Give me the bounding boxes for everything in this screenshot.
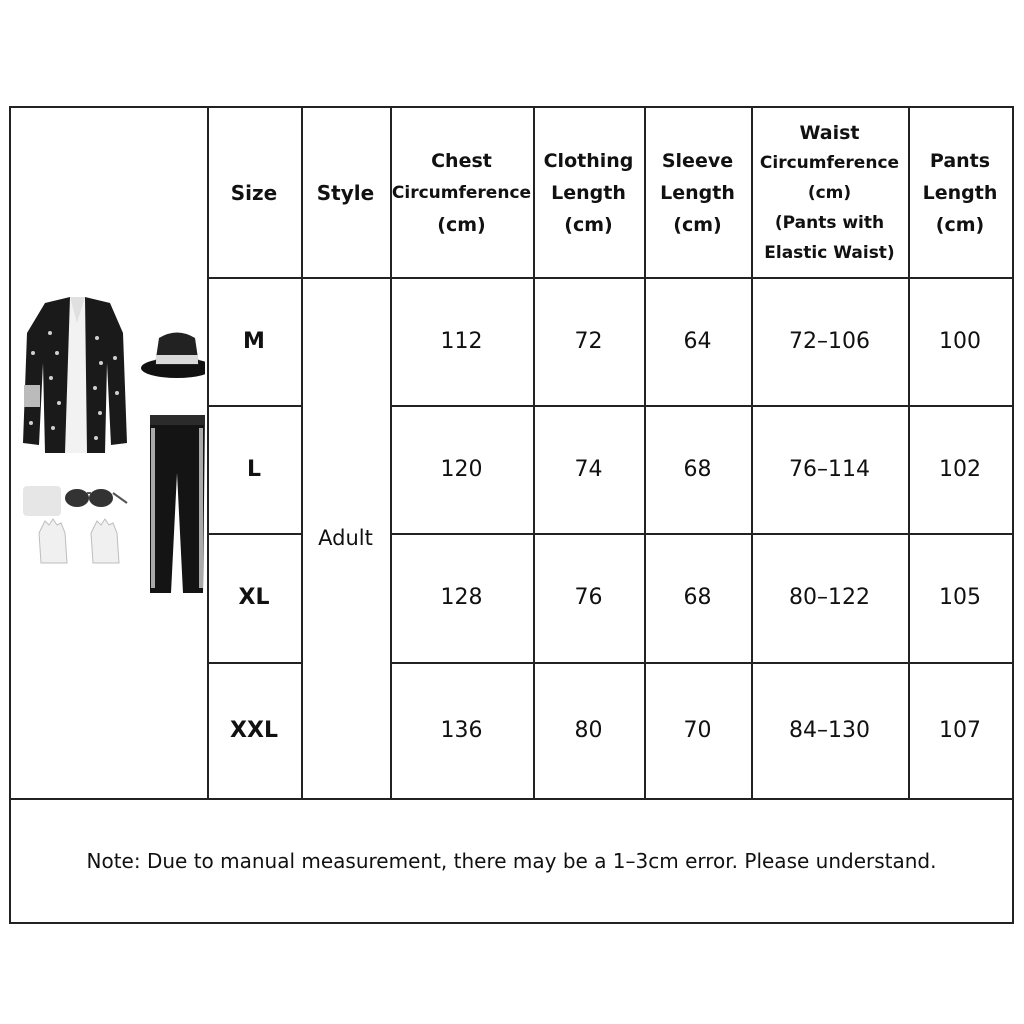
clothing-length-value: 72 bbox=[574, 328, 603, 354]
chest-value: 112 bbox=[440, 328, 483, 354]
gloves-icon bbox=[39, 519, 119, 563]
sleeve-length-value: 68 bbox=[683, 456, 712, 482]
sunglasses-icon bbox=[65, 489, 127, 507]
pants-icon bbox=[150, 415, 205, 593]
header-pants-length: Pants Length (cm) bbox=[922, 149, 998, 236]
waist-value: 72–106 bbox=[789, 328, 870, 354]
pants-length-value: 100 bbox=[939, 328, 981, 354]
sleeve-length-value: 68 bbox=[683, 585, 712, 610]
waist-value: 80–122 bbox=[789, 585, 870, 610]
measurement-note: Note: Due to manual measurement, there may be a 1–3cm error. Please understand. bbox=[86, 849, 937, 873]
chest-value: 128 bbox=[440, 585, 483, 610]
sleeve-length-value: 70 bbox=[683, 717, 712, 743]
hat-icon bbox=[141, 333, 205, 379]
clothing-length-value: 76 bbox=[574, 585, 603, 610]
sleeve-length-value: 64 bbox=[683, 328, 712, 354]
header-waist: Waist Circumference (cm) (Pants with Elastic Waist) bbox=[759, 121, 900, 263]
size-label: M bbox=[243, 328, 265, 354]
size-label: XXL bbox=[230, 717, 278, 743]
size-label: XL bbox=[238, 585, 270, 610]
clothing-length-value: 80 bbox=[574, 717, 603, 743]
size-chart-table bbox=[9, 106, 1014, 924]
waist-value: 76–114 bbox=[789, 456, 870, 482]
sock-icon bbox=[23, 486, 61, 516]
header-clothing-length: Clothing Length (cm) bbox=[543, 149, 634, 236]
header-size: Size bbox=[230, 180, 278, 205]
pants-length-value: 102 bbox=[939, 456, 981, 482]
chest-value: 136 bbox=[440, 717, 483, 743]
style-value: Adult bbox=[318, 525, 373, 550]
chest-value: 120 bbox=[440, 456, 483, 482]
jacket-icon bbox=[23, 297, 127, 453]
header-chest: Chest Circumference (cm) bbox=[391, 149, 532, 236]
waist-value: 84–130 bbox=[789, 717, 870, 743]
clothing-length-value: 74 bbox=[574, 456, 603, 482]
costume-set-icon bbox=[15, 293, 205, 603]
size-label: L bbox=[246, 456, 262, 482]
header-sleeve-length: Sleeve Length (cm) bbox=[660, 149, 735, 236]
pants-length-value: 105 bbox=[939, 585, 981, 610]
header-style: Style bbox=[316, 180, 375, 205]
pants-length-value: 107 bbox=[939, 717, 981, 743]
